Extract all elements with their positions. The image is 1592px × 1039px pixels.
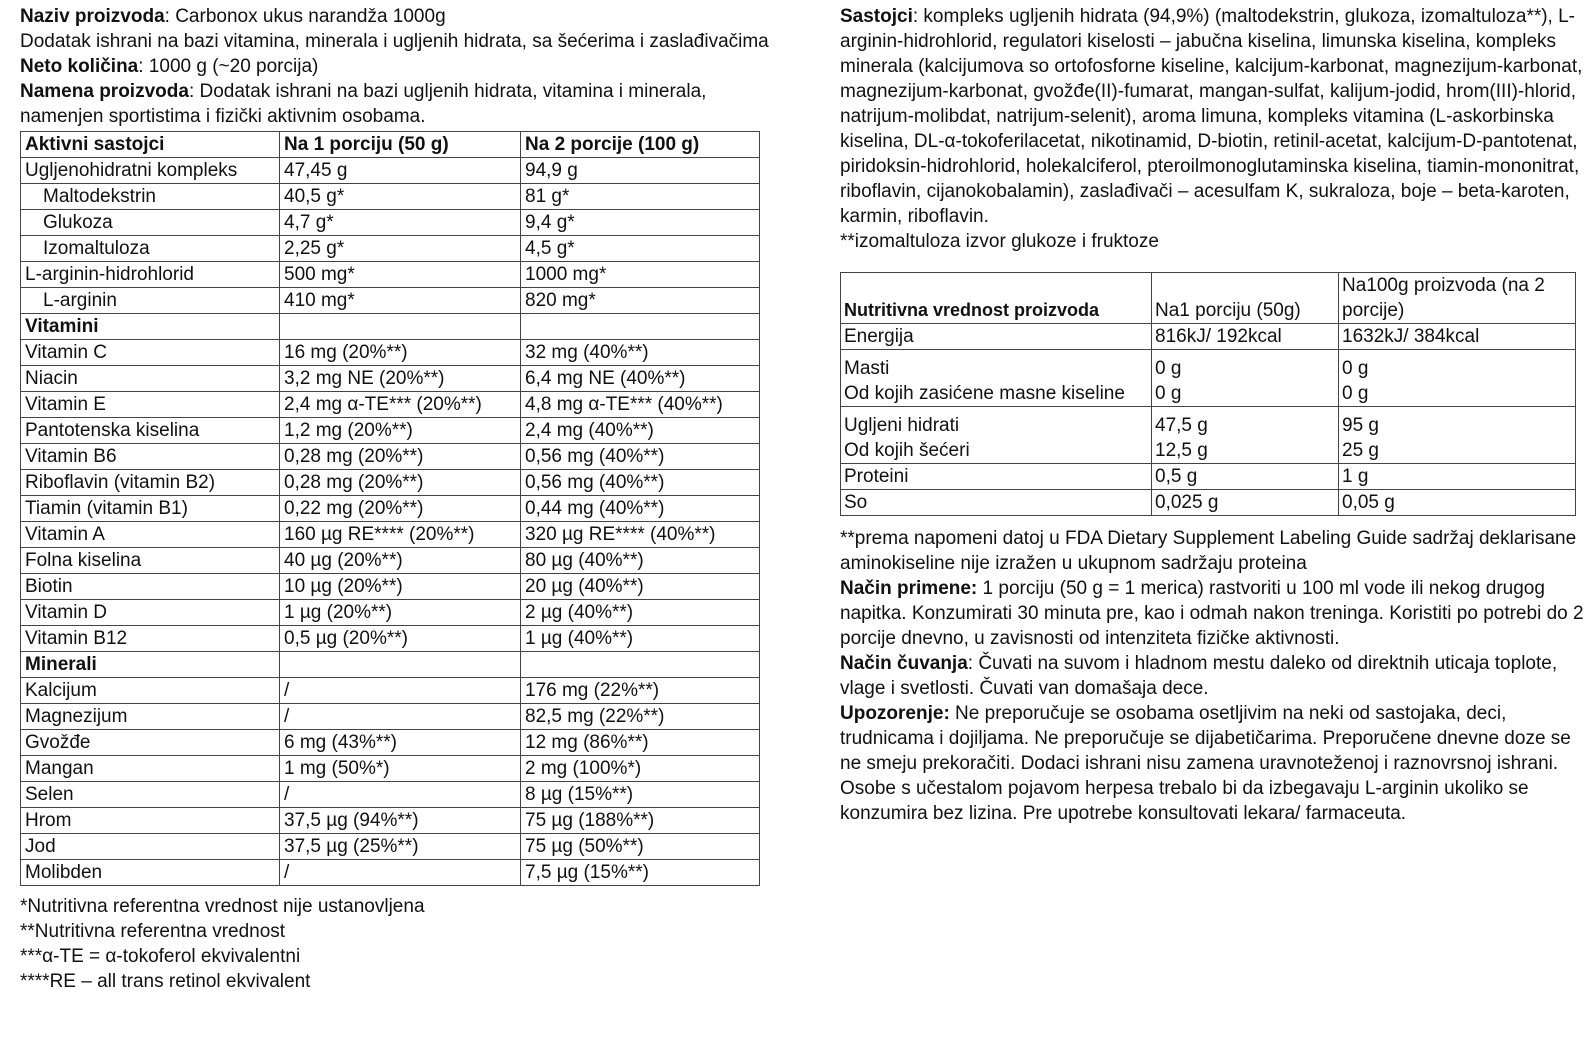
cell-line: 12,5 g xyxy=(1155,440,1208,461)
per-portion-value: 0,22 mg (20%**) xyxy=(280,496,521,522)
cell-line: Energija xyxy=(844,326,914,347)
table-row xyxy=(21,418,760,444)
table-row xyxy=(21,262,760,288)
per-portion-value xyxy=(1152,350,1339,407)
per-100g-value xyxy=(1339,407,1576,464)
per-portion-value: 2,4 mg α-TE*** (20%**) xyxy=(280,392,521,418)
per-two-portions-value: 176 mg (22%**) xyxy=(521,678,760,704)
per-100g-value xyxy=(1339,464,1576,490)
per-100g-value xyxy=(1339,350,1576,407)
ingredient-name: Izomaltuloza xyxy=(21,236,280,262)
per-two-portions-value: 820 mg* xyxy=(521,288,760,314)
cell-line: 47,5 g xyxy=(1155,415,1208,436)
per-portion-value: 40,5 g* xyxy=(280,184,521,210)
per-portion-value: 3,2 mg NE (20%**) xyxy=(280,366,521,392)
ingredient-name: Vitamin B12 xyxy=(21,626,280,652)
per-portion-value: 0,28 mg (20%**) xyxy=(280,470,521,496)
table-row xyxy=(21,522,760,548)
left-column xyxy=(20,4,780,994)
ingredient-name: L-arginin-hidrohlorid xyxy=(21,262,280,288)
table-row xyxy=(841,324,1576,350)
per-two-portions-value xyxy=(521,652,760,678)
cell-line: 0,5 g xyxy=(1155,466,1198,487)
cell-line: 0 g xyxy=(1342,358,1369,379)
cell-line: Ugljeni hidrati xyxy=(844,415,960,436)
ingredient-name: Gvožđe xyxy=(21,730,280,756)
footnote: ****RE – all trans retinol ekvivalent xyxy=(20,971,311,992)
cell-line: Od kojih zasićene masne kiseline xyxy=(844,383,1125,404)
nutrient-name xyxy=(841,407,1152,464)
per-portion-value: 4,7 g* xyxy=(280,210,521,236)
ingredients: Sastojci: kompleks ugljenih hidrata (94,9%) (maltodekstrin, glukoza, izomaltuloza**), L-arginin-hidrohlorid, regulatori kiselosti – jabučna kiselina, limunska kiselina, kompleks minerala (kalcijumova so ortofosforne kiseline, kalcijum-karbonat, magnezijum-karbonat, magnezijum-karbonat, gvožđe(II)-fumarat, mangan-sulfat, kalijum-jodid, hrom(III)-hlorid, natrijum-molibdat, natrijum-selenit), aroma limuna, kompleks vitamina (L-askorbinska kiselina, DL-α-tokoferilacetat, nikotinamid, D-biotin, retinil-acetat, kalcijum-D-pantotenat, piridoksin-hidrohlorid, holekalciferol, pteroilmonoglutaminska kiselina, tiamin-mononitrat, riboflavin, cijanokobalamin), zaslađivači – acesulfam K, sukraloza, boje – beta-karoten, karmin, riboflavin. xyxy=(840,6,1583,227)
ingredient-name: Magnezijum xyxy=(21,704,280,730)
table-row xyxy=(21,158,760,184)
per-portion-value: 1 µg (20%**) xyxy=(280,600,521,626)
per-two-portions-value: 0,56 mg (40%**) xyxy=(521,444,760,470)
per-two-portions-value: 82,5 mg (22%**) xyxy=(521,704,760,730)
per-two-portions-value: 4,8 mg α-TE*** (40%**) xyxy=(521,392,760,418)
per-100g-value xyxy=(1339,324,1576,350)
ingredient-name: Pantotenska kiselina xyxy=(21,418,280,444)
per-portion-value: 160 µg RE**** (20%**) xyxy=(280,522,521,548)
left-footnotes xyxy=(20,894,780,994)
cell-line: 816kJ/ 192kcal xyxy=(1155,326,1282,347)
nutrition-body xyxy=(841,273,1576,516)
per-portion-value xyxy=(1152,324,1339,350)
per-two-portions-value: 4,5 g* xyxy=(521,236,760,262)
nutrient-name xyxy=(841,490,1152,516)
per-two-portions-value: 9,4 g* xyxy=(521,210,760,236)
cell-line: 95 g xyxy=(1342,415,1379,436)
ingredient-name: L-arginin xyxy=(21,288,280,314)
ingredient-name: Vitamin D xyxy=(21,600,280,626)
product-name: Naziv proizvoda: Carbonox ukus narandža 1000g xyxy=(20,6,446,27)
table-row xyxy=(21,496,760,522)
per-portion-value: / xyxy=(280,704,521,730)
table-header: Na 1 porciju (50 g) xyxy=(280,132,521,158)
table-row xyxy=(21,704,760,730)
per-two-portions-value: 8 µg (15%**) xyxy=(521,782,760,808)
per-portion-value xyxy=(1152,490,1339,516)
per-two-portions-value: 20 µg (40%**) xyxy=(521,574,760,600)
per-two-portions-value: 0,44 mg (40%**) xyxy=(521,496,760,522)
table-row xyxy=(21,834,760,860)
table-row xyxy=(21,210,760,236)
cell-line: 0,025 g xyxy=(1155,492,1219,513)
ingredient-name: Glukoza xyxy=(21,210,280,236)
table-row xyxy=(21,652,760,678)
table-header: Aktivni sastojci xyxy=(21,132,280,158)
table-header: Na100g proizvoda (na 2 porcije) xyxy=(1339,273,1576,324)
per-100g-value xyxy=(1339,490,1576,516)
table-row xyxy=(841,407,1576,464)
table-row xyxy=(21,730,760,756)
cell-line: So xyxy=(844,492,868,513)
cell-line: 0 g xyxy=(1155,358,1182,379)
product-description: Dodatak ishrani na bazi vitamina, minerala i ugljenih hidrata, sa šećerima i zaslađivačima xyxy=(20,31,769,52)
ingredients-note: **izomaltuloza izvor glukoze i fruktoze xyxy=(840,231,1159,252)
ingredient-name: Folna kiselina xyxy=(21,548,280,574)
per-two-portions-value: 2 mg (100%*) xyxy=(521,756,760,782)
table-header: Na1 porciju (50g) xyxy=(1152,273,1339,324)
table-row xyxy=(21,860,760,886)
cell-line: Od kojih šećeri xyxy=(844,440,970,461)
nutrient-name xyxy=(841,350,1152,407)
per-portion-value: 2,25 g* xyxy=(280,236,521,262)
fda-note: **prema napomeni datoj u FDA Dietary Supplement Labeling Guide sadržaj deklarisane aminokiseline nije izražen u ukupnom sadržaju proteina xyxy=(840,528,1577,574)
ingredient-name: Jod xyxy=(21,834,280,860)
per-portion-value: 40 µg (20%**) xyxy=(280,548,521,574)
per-portion-value: 10 µg (20%**) xyxy=(280,574,521,600)
table-row xyxy=(21,626,760,652)
ingredient-name: Maltodekstrin xyxy=(21,184,280,210)
per-two-portions-value: 75 µg (50%**) xyxy=(521,834,760,860)
usage: Način primene: 1 porciju (50 g = 1 merica) rastvoriti u 100 ml vode ili nekog drugog napitka. Konzumirati 30 minuta pre, kao i odmah nakon treninga. Koristiti po potrebi do 2 porcije dnevno, u zavisnosti od intenziteta fizičke aktivnosti. xyxy=(840,578,1584,649)
table-header: Na 2 porcije (100 g) xyxy=(521,132,760,158)
table-row xyxy=(21,340,760,366)
per-two-portions-value: 0,56 mg (40%**) xyxy=(521,470,760,496)
product-purpose: Namena proizvoda: Dodatak ishrani na bazi ugljenih hidrata, vitamina i minerala, namenjen sportistima i fizički aktivnim osobama. xyxy=(20,81,707,127)
ingredient-name: Tiamin (vitamin B1) xyxy=(21,496,280,522)
per-portion-value: 1,2 mg (20%**) xyxy=(280,418,521,444)
table-row xyxy=(21,236,760,262)
per-portion-value: 500 mg* xyxy=(280,262,521,288)
table-row xyxy=(21,548,760,574)
table-row xyxy=(841,464,1576,490)
table-row xyxy=(21,782,760,808)
per-portion-value: 6 mg (43%**) xyxy=(280,730,521,756)
ingredient-name: Mangan xyxy=(21,756,280,782)
table-row xyxy=(21,574,760,600)
ingredient-name: Biotin xyxy=(21,574,280,600)
table-row xyxy=(21,756,760,782)
ingredient-name: Ugljenohidratni kompleks xyxy=(21,158,280,184)
table-header-row xyxy=(21,132,760,158)
table-row xyxy=(21,470,760,496)
active-ingredients-body xyxy=(21,158,760,886)
per-portion-value: 16 mg (20%**) xyxy=(280,340,521,366)
cell-line: 25 g xyxy=(1342,440,1379,461)
right-text xyxy=(840,526,1590,826)
footnote: *Nutritivna referentna vrednost nije ustanovljena xyxy=(20,896,425,917)
table-row xyxy=(841,490,1576,516)
table-row xyxy=(21,392,760,418)
footnote: ***α-TE = α-tokoferol ekvivalentni xyxy=(20,946,301,967)
ingredient-name: Vitamin A xyxy=(21,522,280,548)
per-portion-value: 37,5 µg (25%**) xyxy=(280,834,521,860)
nutrient-name xyxy=(841,464,1152,490)
per-portion-value: / xyxy=(280,678,521,704)
right-column xyxy=(840,4,1590,826)
table-row xyxy=(21,288,760,314)
nutrient-name xyxy=(841,324,1152,350)
per-portion-value: / xyxy=(280,782,521,808)
table-row xyxy=(21,366,760,392)
per-portion-value: 47,45 g xyxy=(280,158,521,184)
ingredient-name: Minerali xyxy=(21,652,280,678)
cell-line: 0 g xyxy=(1342,383,1369,404)
table-row xyxy=(21,314,760,340)
table-header: Nutritivna vrednost proizvoda xyxy=(841,273,1152,324)
per-two-portions-value: 32 mg (40%**) xyxy=(521,340,760,366)
per-two-portions-value xyxy=(521,314,760,340)
per-two-portions-value: 81 g* xyxy=(521,184,760,210)
cell-line: 1632kJ/ 384kcal xyxy=(1342,326,1480,347)
cell-line: 0 g xyxy=(1155,383,1182,404)
cell-line: 0,05 g xyxy=(1342,492,1395,513)
footnote: **Nutritivna referentna vrednost xyxy=(20,921,286,942)
per-two-portions-value: 94,9 g xyxy=(521,158,760,184)
table-row xyxy=(21,808,760,834)
ingredient-name: Kalcijum xyxy=(21,678,280,704)
per-portion-value xyxy=(280,652,521,678)
per-portion-value: 0,28 mg (20%**) xyxy=(280,444,521,470)
per-portion-value: / xyxy=(280,860,521,886)
per-two-portions-value: 6,4 mg NE (40%**) xyxy=(521,366,760,392)
per-two-portions-value: 12 mg (86%**) xyxy=(521,730,760,756)
warning: Upozorenje: Ne preporučuje se osobama osetljivim na neki od sastojaka, deci, trudnicama i dojiljama. Ne preporučuje se dijabetičarima. Preporučene dnevne doze se ne smeju prekoračiti. Dodaci ishrani nisu zamena uravnoteženoj i raznovrsnoj ishrani. Osobe s učestalom pojavom herpesa trebalo bi da izbegavaju L-arginin ukoliko se konzumira bez lizina. Pre upotrebe konsultovati lekara/ farmaceuta. xyxy=(840,703,1571,824)
ingredient-name: Vitamin C xyxy=(21,340,280,366)
per-two-portions-value: 75 µg (188%**) xyxy=(521,808,760,834)
per-portion-value: 37,5 µg (94%**) xyxy=(280,808,521,834)
ingredient-name: Vitamini xyxy=(21,314,280,340)
per-portion-value xyxy=(280,314,521,340)
per-portion-value: 410 mg* xyxy=(280,288,521,314)
ingredient-name: Molibden xyxy=(21,860,280,886)
table-row xyxy=(21,678,760,704)
ingredient-name: Vitamin B6 xyxy=(21,444,280,470)
active-ingredients-table xyxy=(20,131,760,886)
table-row xyxy=(21,600,760,626)
ingredient-name: Vitamin E xyxy=(21,392,280,418)
per-two-portions-value: 7,5 µg (15%**) xyxy=(521,860,760,886)
storage: Način čuvanja: Čuvati na suvom i hladnom mestu daleko od direktnih uticaja toplote, vlage i svetlosti. Čuvati van domašaja dece. xyxy=(840,653,1558,699)
per-two-portions-value: 2,4 mg (40%**) xyxy=(521,418,760,444)
per-portion-value: 1 mg (50%*) xyxy=(280,756,521,782)
per-two-portions-value: 1 µg (40%**) xyxy=(521,626,760,652)
nutrition-table xyxy=(840,272,1576,516)
per-portion-value: 0,5 µg (20%**) xyxy=(280,626,521,652)
table-row xyxy=(21,184,760,210)
cell-line: Proteini xyxy=(844,466,909,487)
cell-line: Masti xyxy=(844,358,890,379)
per-two-portions-value: 2 µg (40%**) xyxy=(521,600,760,626)
per-two-portions-value: 80 µg (40%**) xyxy=(521,548,760,574)
cell-line: 1 g xyxy=(1342,466,1369,487)
ingredient-name: Niacin xyxy=(21,366,280,392)
table-row xyxy=(841,350,1576,407)
table-row xyxy=(21,444,760,470)
per-portion-value xyxy=(1152,464,1339,490)
net-quantity: Neto količina: 1000 g (~20 porcija) xyxy=(20,56,319,77)
per-portion-value xyxy=(1152,407,1339,464)
per-two-portions-value: 1000 mg* xyxy=(521,262,760,288)
ingredient-name: Riboflavin (vitamin B2) xyxy=(21,470,280,496)
per-two-portions-value: 320 µg RE**** (40%**) xyxy=(521,522,760,548)
ingredient-name: Hrom xyxy=(21,808,280,834)
table-header-row xyxy=(841,273,1576,324)
ingredient-name: Selen xyxy=(21,782,280,808)
